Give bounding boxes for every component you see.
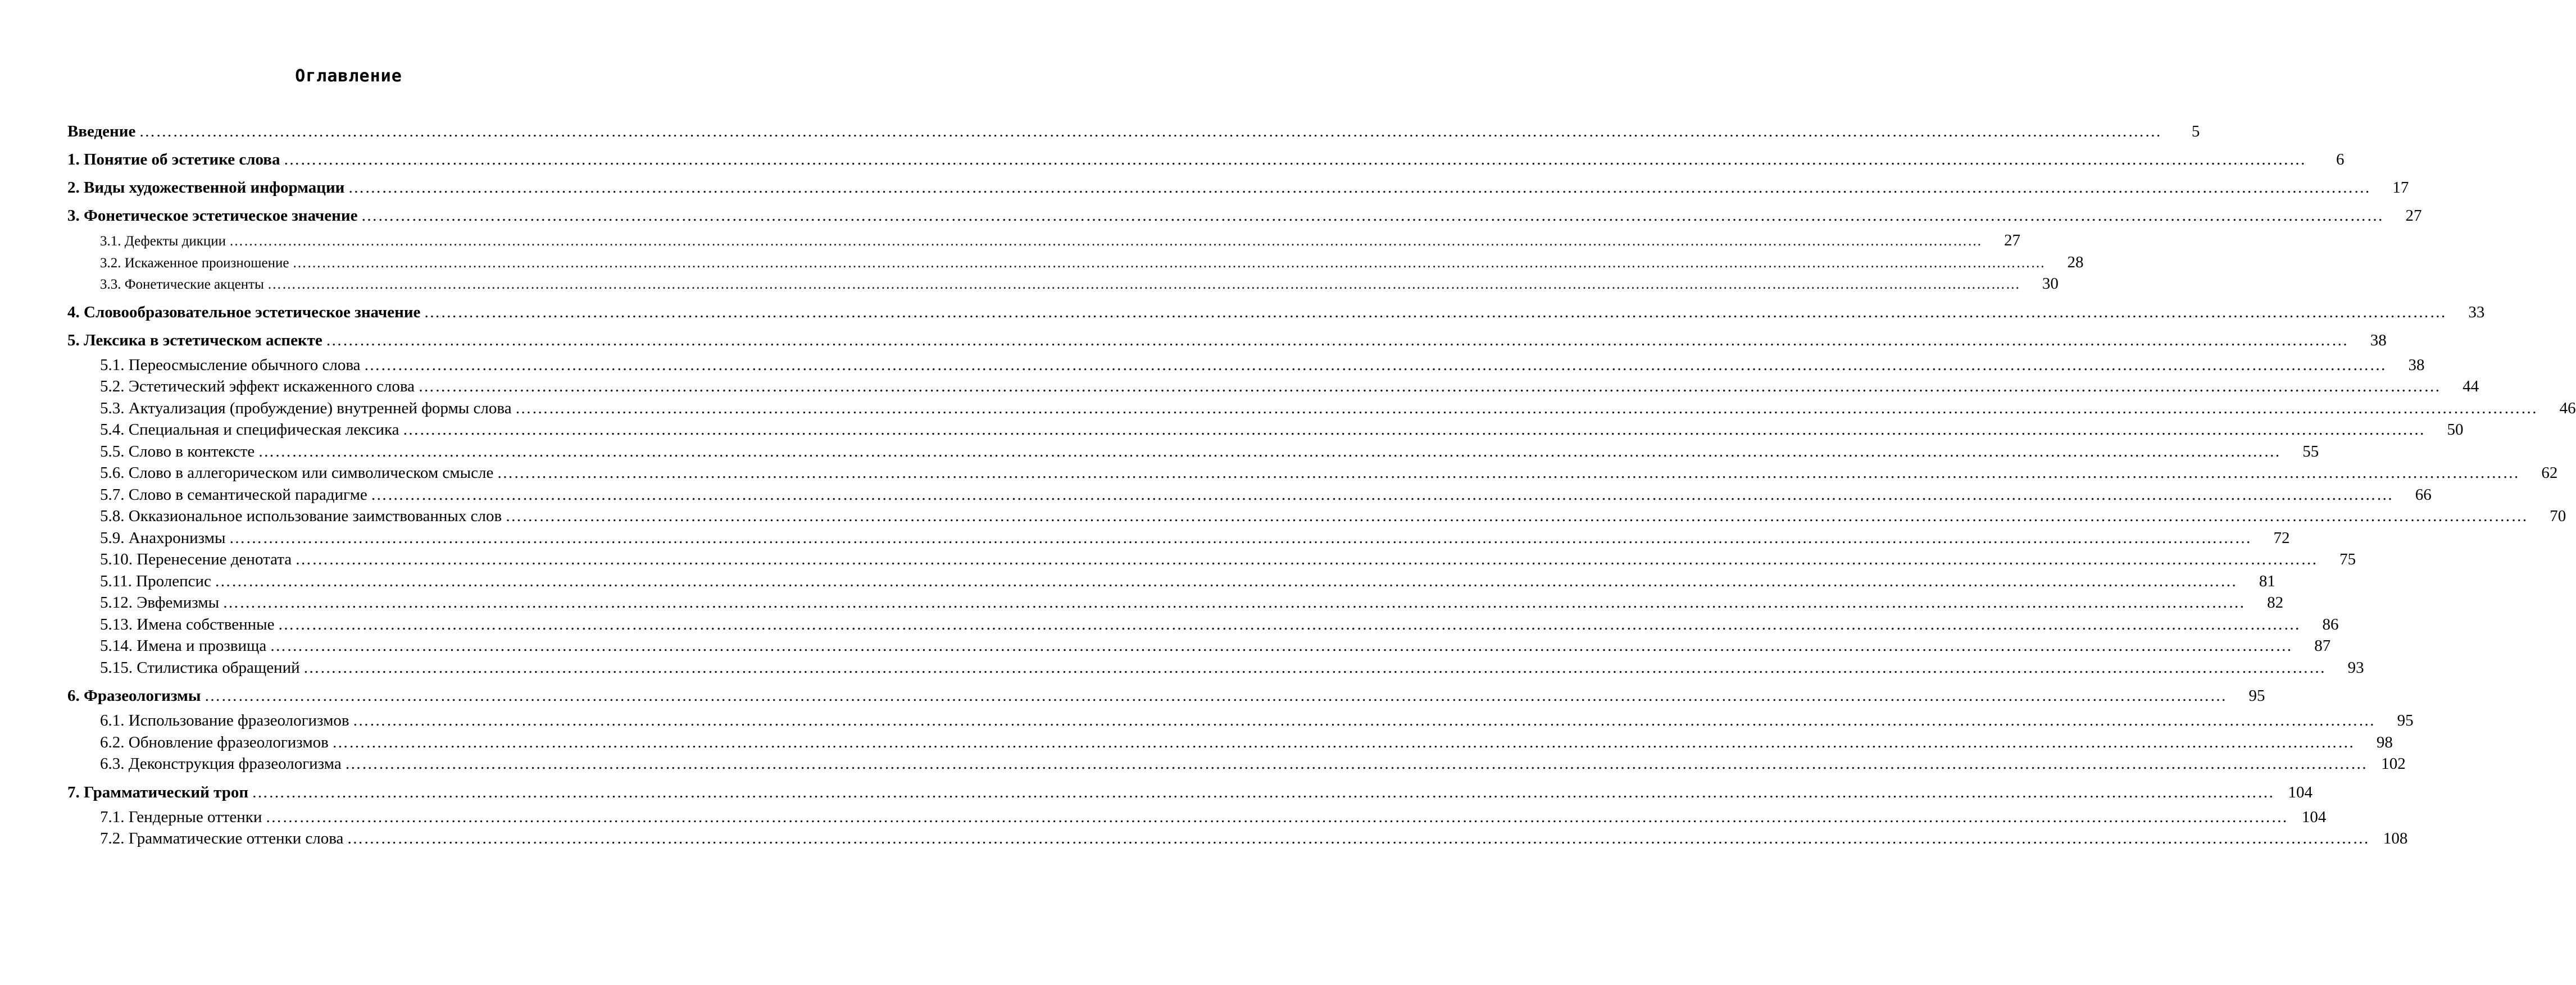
toc-dot-leader: ……………………………………………………………………………………………………………………………………………………………………………………………………………………………………………………………………………………………………………………………… (258, 442, 2281, 460)
toc-dot-leader: ……………………………………………………………………………………………………………………………………………………………………………………………………………………………………………………………………………………………………………………………… (497, 464, 2520, 482)
toc-entry-label: 6. Фразеологизмы (67, 687, 201, 705)
toc-entry-page: 62 (2541, 464, 2558, 482)
toc-entry-page: 46 (2559, 399, 2576, 417)
toc-entry-page: 75 (2339, 550, 2356, 568)
toc-dot-leader: ……………………………………………………………………………………………………………………………………………………………………………………………………………………………………………………………………………………………………………………………… (344, 755, 2368, 773)
toc-entry-page: 55 (2302, 442, 2319, 460)
toc-entry-section-5-2 (67, 376, 2479, 398)
toc-entry-label: 5.7. Слово в семантической парадигме (100, 485, 367, 504)
toc-entry-label: 1. Понятие об эстетике слова (67, 151, 280, 168)
toc-entry-section-5-9 (67, 527, 2290, 549)
toc-entry-page: 17 (2392, 179, 2409, 197)
page-title: Оглавление (295, 66, 402, 86)
toc-entry-section-5-8 (67, 505, 2566, 527)
toc-entry-section-6-1 (67, 710, 2414, 732)
toc-entry-page: 5 (2191, 122, 2200, 140)
toc-entry-page: 6 (2336, 151, 2345, 168)
toc-entry-label: 7.2. Грамматические оттенки слова (100, 829, 344, 847)
toc-entry-page: 104 (2301, 808, 2327, 826)
toc-entry-page: 95 (2248, 687, 2265, 705)
toc-entry-chapter-7 (67, 778, 2313, 806)
toc-entry-label: 3.2. Искаженное произношение (100, 255, 289, 271)
toc-entry-page: 82 (2267, 594, 2284, 612)
toc-entry-label: 6.2. Обновление фразеологизмов (100, 733, 329, 751)
toc-entry-label: 5. Лексика в эстетическом аспекте (67, 331, 322, 349)
toc-dot-leader: ……………………………………………………………………………………………………………………………………………………………………………………………………………………………………………………………………………………………………………………………… (331, 733, 2355, 751)
toc-entry-section-5-4 (67, 419, 2464, 441)
toc-dot-leader: ……………………………………………………………………………………………………………………………………………………………………………………………………………………………………………………………………………………………………………………………… (364, 355, 2387, 374)
toc-dot-leader: ……………………………………………………………………………………………………………………………………………………………………………………………………………………………………………………………………………………………………………………………… (295, 550, 2318, 568)
toc-dot-leader: ……………………………………………………………………………………………………………………………………………………………………………………………………………………………………………………………………………………………………………………………… (214, 572, 2237, 590)
toc-dot-leader: ……………………………………………………………………………………………………………………………………………………………………………………………………………………………………………………………………………………………………………………………… (352, 712, 2375, 729)
toc-entry-label: 7. Грамматический троп (67, 783, 249, 801)
toc-entry-label: 3. Фонетическое эстетическое значение (67, 207, 358, 225)
toc-entry-page: 28 (2067, 253, 2084, 271)
toc-dot-leader: ……………………………………………………………………………………………………………………………………………………………………………………………………………………………………………………………………………………………………………………………… (252, 783, 2275, 801)
toc-entry-label: 6.3. Деконструкция фразеологизма (100, 755, 342, 773)
toc-dot-leader: ……………………………………………………………………………………………………………………………………………………………………………………………………………………………………………………………………………………………………………………………… (229, 234, 1982, 249)
toc-entry-section-7-2 (67, 828, 2408, 850)
toc-entry-label: 3.1. Дефекты дикции (100, 234, 226, 249)
toc-entry-page: 70 (2550, 507, 2566, 525)
toc-entry-label: 3.3. Фонетические акценты (100, 277, 264, 292)
toc-dot-leader: ……………………………………………………………………………………………………………………………………………………………………………………………………………………………………………………………………………………………………………………………… (204, 687, 2227, 705)
toc-entry-page: 108 (2383, 829, 2408, 847)
toc-entry-label: 5.3. Актуализация (пробуждение) внутренней формы слова (100, 399, 512, 417)
toc-entry-label: 5.1. Переосмысление обычного слова (100, 355, 361, 374)
toc-entry-chapter-4 (67, 298, 2485, 326)
toc-entry-label: 5.5. Слово в контексте (100, 442, 255, 460)
toc-entry-page: 27 (2405, 207, 2422, 225)
toc-entry-page: 104 (2288, 783, 2313, 801)
toc-dot-leader: ……………………………………………………………………………………………………………………………………………………………………………………………………………………………………………………………………………………………………………………………… (270, 637, 2293, 655)
toc-entry-section-5-6 (67, 462, 2558, 484)
toc-entry-label: 5.10. Перенесение денотата (100, 550, 292, 568)
toc-dot-leader: ……………………………………………………………………………………………………………………………………………………………………………………………………………………………………………………………………………………………………………………………… (283, 151, 2306, 168)
toc-entry-label: 6.1. Использование фразеологизмов (100, 712, 349, 729)
toc-dot-leader: ……………………………………………………………………………………………………………………………………………………………………………………………………………………………………………………………………………………………………………………………… (347, 829, 2370, 847)
toc-entry-page: 66 (2415, 485, 2432, 504)
toc-entry-page: 87 (2314, 637, 2331, 655)
toc-entry-section-5-12 (67, 592, 2284, 614)
toc-entry-page: 81 (2259, 572, 2275, 590)
toc-entry-page: 44 (2463, 377, 2479, 395)
toc-entry-page: 27 (2003, 231, 2020, 249)
toc-entry-section-5-15 (67, 657, 2364, 679)
toc-entry-chapter-3 (67, 202, 2422, 230)
toc-dot-leader: ……………………………………………………………………………………………………………………………………………………………………………………………………………………………………………………………………………………………………………………………… (325, 331, 2348, 349)
toc-entry-section-7-1 (67, 806, 2327, 828)
toc-entry-page: 33 (2468, 303, 2485, 321)
toc-entry-label: 5.13. Имена собственные (100, 615, 275, 633)
toc-entry-label: 5.2. Эстетический эффект искаженного слова (100, 377, 415, 395)
toc-dot-leader: ……………………………………………………………………………………………………………………………………………………………………………………………………………………………………………………………………………………………………………………………… (402, 421, 2425, 439)
table-of-contents (67, 117, 2576, 850)
toc-dot-leader: ……………………………………………………………………………………………………………………………………………………………………………………………………………………………………………………………………………………………………………………………… (222, 594, 2246, 612)
toc-entry-page: 38 (2370, 331, 2387, 349)
toc-dot-leader: ……………………………………………………………………………………………………………………………………………………………………………………………………………………………………………………………………………………………………………………………… (229, 528, 2252, 547)
toc-entry-chapter-5 (67, 326, 2387, 354)
toc-entry-label: 7.1. Гендерные оттенки (100, 808, 262, 826)
toc-dot-leader: ……………………………………………………………………………………………………………………………………………………………………………………………………………………………………………………………………………………………………………………………… (505, 507, 2528, 525)
toc-entry-chapter-2 (67, 174, 2409, 202)
toc-entry-page: 30 (2042, 275, 2059, 293)
toc-entry-label: 2. Виды художественной информации (67, 179, 345, 197)
toc-entry-section-5-13 (67, 614, 2339, 636)
toc-dot-leader: ……………………………………………………………………………………………………………………………………………………………………………………………………………………………………………………………………………………………………………………………… (303, 658, 2326, 677)
toc-dot-leader: ……………………………………………………………………………………………………………………………………………………………………………………………………………………………………………………………………………………………………………………………… (265, 808, 2288, 826)
toc-entry-section-5-3 (67, 398, 2576, 419)
toc-entry-page: 86 (2322, 615, 2339, 633)
toc-entry-section-5-1 (67, 354, 2425, 376)
toc-entry-label: Введение (67, 122, 136, 140)
toc-dot-leader: ……………………………………………………………………………………………………………………………………………………………………………………………………………………………………………………………………………………………………………………………… (139, 122, 2162, 140)
toc-entry-section-3-2 (67, 252, 2084, 273)
toc-entry-page: 38 (2408, 355, 2425, 374)
toc-entry-page: 98 (2376, 733, 2393, 751)
toc-entry-introduction (67, 117, 2200, 145)
toc-dot-leader: ……………………………………………………………………………………………………………………………………………………………………………………………………………………………………………………………………………………………………………………………… (278, 615, 2301, 633)
toc-entry-page: 72 (2273, 528, 2290, 547)
toc-dot-leader: ……………………………………………………………………………………………………………………………………………………………………………………………………………………………………………………………………………………………………………………………… (515, 399, 2538, 417)
toc-entry-label: 5.4. Специальная и специфическая лексика (100, 421, 399, 439)
toc-entry-label: 5.14. Имена и прозвища (100, 637, 267, 655)
toc-entry-section-6-3 (67, 753, 2406, 775)
toc-dot-leader: ……………………………………………………………………………………………………………………………………………………………………………………………………………………………………………………………………………………………………………………………… (267, 277, 2020, 292)
toc-entry-label: 5.9. Анахронизмы (100, 528, 226, 547)
toc-dot-leader: ……………………………………………………………………………………………………………………………………………………………………………………………………………………………………………………………………………………………………………………………… (292, 255, 2046, 271)
toc-entry-section-5-11 (67, 571, 2275, 592)
toc-entry-label: 5.12. Эвфемизмы (100, 594, 220, 612)
toc-entry-section-3-1 (67, 230, 2020, 252)
toc-entry-label: 5.11. Пролепсис (100, 572, 211, 590)
toc-dot-leader: ……………………………………………………………………………………………………………………………………………………………………………………………………………………………………………………………………………………………………………………………… (424, 303, 2447, 321)
toc-dot-leader: ……………………………………………………………………………………………………………………………………………………………………………………………………………………………………………………………………………………………………………………………… (370, 485, 2393, 504)
toc-dot-leader: ……………………………………………………………………………………………………………………………………………………………………………………………………………………………………………………………………………………………………………………………… (361, 207, 2384, 225)
toc-entry-page: 95 (2397, 712, 2414, 729)
toc-entry-page: 93 (2347, 658, 2364, 677)
toc-entry-label: 5.8. Окказиональное использование заимствованных слов (100, 507, 502, 525)
toc-entry-section-5-5 (67, 441, 2319, 463)
toc-dot-leader: ……………………………………………………………………………………………………………………………………………………………………………………………………………………………………………………………………………………………………………………………… (418, 377, 2441, 395)
toc-entry-section-5-7 (67, 484, 2432, 506)
toc-entry-section-6-2 (67, 732, 2393, 754)
toc-entry-chapter-1 (67, 145, 2345, 174)
toc-entry-section-5-14 (67, 635, 2331, 657)
toc-entry-label: 5.15. Стилистика обращений (100, 658, 300, 677)
toc-entry-label: 4. Словообразовательное эстетическое значение (67, 303, 421, 321)
toc-dot-leader: ……………………………………………………………………………………………………………………………………………………………………………………………………………………………………………………………………………………………………………………………… (348, 179, 2371, 197)
toc-entry-section-3-3 (67, 273, 2059, 295)
toc-entry-section-5-10 (67, 549, 2356, 571)
toc-entry-page: 50 (2447, 421, 2464, 439)
toc-entry-chapter-6 (67, 682, 2265, 710)
toc-entry-label: 5.6. Слово в аллегорическом или символическом смысле (100, 464, 494, 482)
toc-entry-page: 102 (2381, 755, 2406, 773)
